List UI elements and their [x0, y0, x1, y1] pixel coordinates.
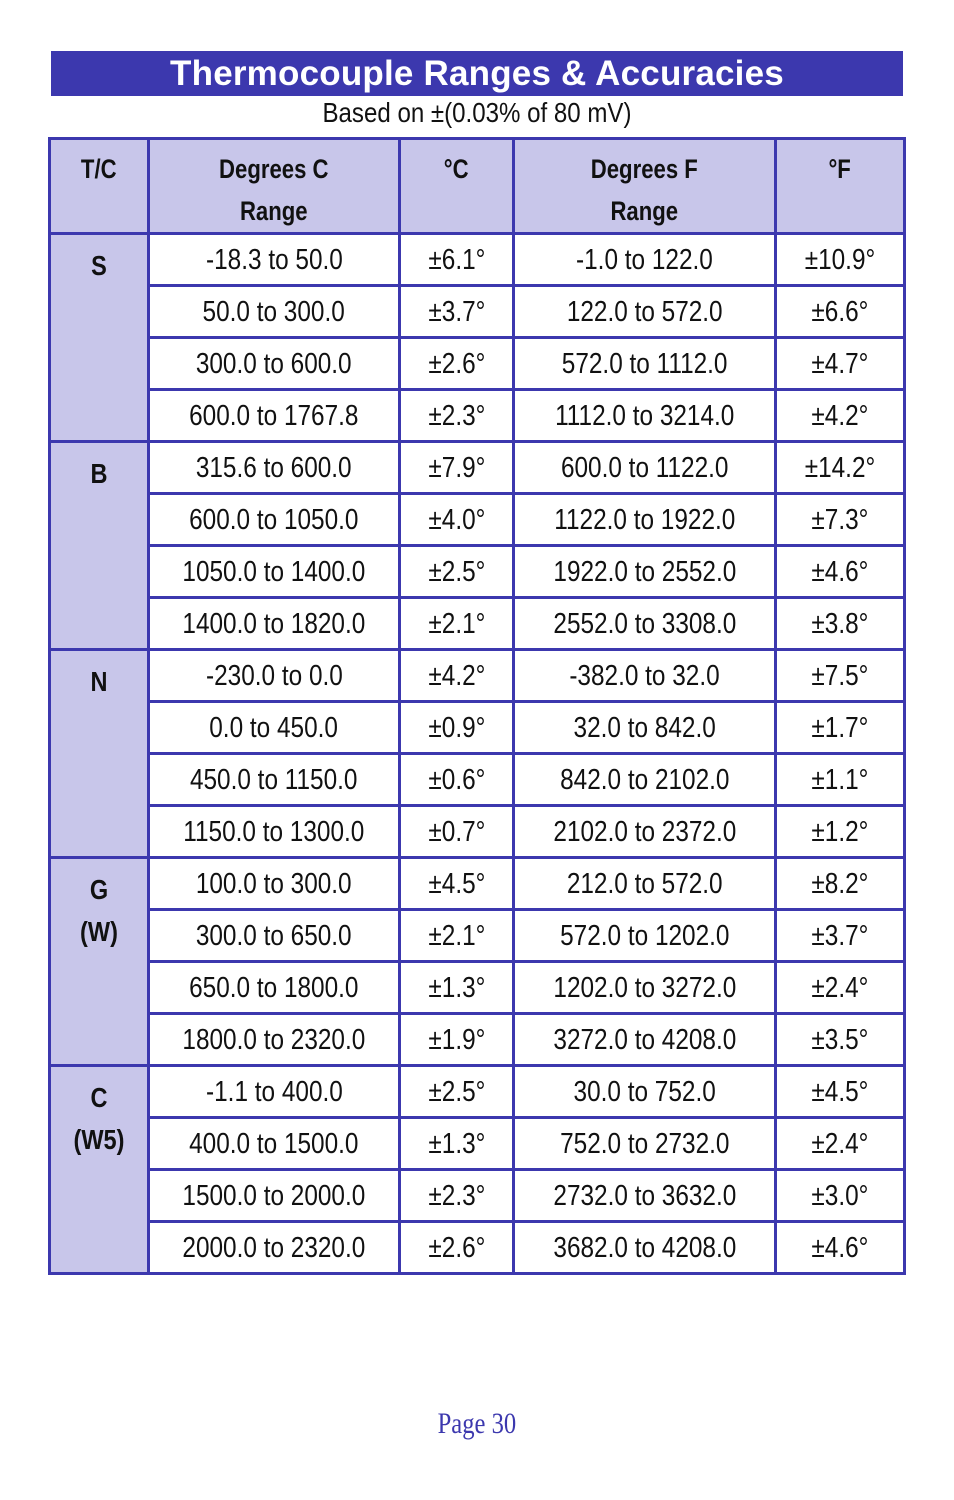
table-body — [50, 234, 905, 1274]
fahrenheit-range-value: 122.0 to 572.0 — [566, 295, 723, 328]
fahrenheit-accuracy-cell — [776, 1222, 905, 1274]
celsius-range-cell — [149, 494, 400, 546]
thermocouple-type-label: S — [91, 250, 107, 281]
fahrenheit-range-value: 572.0 to 1112.0 — [561, 347, 728, 380]
table-row — [50, 286, 905, 338]
celsius-range-value: -1.1 to 400.0 — [205, 1075, 343, 1108]
fahrenheit-range-cell — [514, 1170, 776, 1222]
celsius-accuracy-cell — [400, 1066, 514, 1118]
celsius-accuracy-cell — [400, 1170, 514, 1222]
table-row — [50, 702, 905, 754]
celsius-range-value: -230.0 to 0.0 — [205, 659, 343, 692]
fahrenheit-accuracy-cell — [776, 1014, 905, 1066]
celsius-range-value: 600.0 to 1767.8 — [189, 399, 359, 432]
fahrenheit-accuracy-value: ±8.2° — [811, 867, 869, 900]
celsius-accuracy-value: ±4.0° — [428, 503, 485, 536]
fahrenheit-accuracy-value: ±4.6° — [811, 1231, 869, 1264]
table-row — [50, 494, 905, 546]
celsius-range-cell — [149, 962, 400, 1014]
fahrenheit-accuracy-cell — [776, 442, 905, 494]
fahrenheit-accuracy-cell — [776, 702, 905, 754]
celsius-accuracy-cell — [400, 598, 514, 650]
fahrenheit-range-value: 32.0 to 842.0 — [573, 711, 716, 744]
table-row — [50, 598, 905, 650]
fahrenheit-range-cell — [514, 442, 776, 494]
thermocouple-type-cell — [50, 442, 149, 650]
fahrenheit-range-cell — [514, 494, 776, 546]
fahrenheit-accuracy-value: ±2.4° — [811, 971, 869, 1004]
fahrenheit-range-cell — [514, 910, 776, 962]
fahrenheit-range-value: 1922.0 to 2552.0 — [553, 555, 736, 588]
celsius-range-value: 1150.0 to 1300.0 — [183, 815, 365, 848]
table-row — [50, 650, 905, 702]
celsius-accuracy-value: ±4.5° — [428, 867, 485, 900]
table-header-row — [50, 139, 905, 234]
table-row — [50, 1066, 905, 1118]
celsius-accuracy-value: ±1.3° — [428, 971, 485, 1004]
celsius-range-cell — [149, 806, 400, 858]
fahrenheit-accuracy-cell — [776, 286, 905, 338]
celsius-accuracy-value: ±0.6° — [428, 763, 485, 796]
fahrenheit-range-value: 30.0 to 752.0 — [573, 1075, 716, 1108]
table-row — [50, 806, 905, 858]
celsius-range-cell — [149, 910, 400, 962]
celsius-range-value: 600.0 to 1050.0 — [189, 503, 359, 536]
celsius-accuracy-cell — [400, 1118, 514, 1170]
table-row — [50, 390, 905, 442]
thermocouple-type-label: N — [90, 666, 108, 697]
fahrenheit-range-cell — [514, 286, 776, 338]
fahrenheit-range-value: 2102.0 to 2372.0 — [553, 815, 736, 848]
celsius-range-value: 1800.0 to 2320.0 — [182, 1023, 366, 1056]
table-row — [50, 1014, 905, 1066]
celsius-accuracy-cell — [400, 650, 514, 702]
celsius-accuracy-value: ±2.3° — [428, 1179, 485, 1212]
header-degrees-f-range: Degrees F Range — [514, 139, 776, 234]
celsius-accuracy-value: ±3.7° — [428, 295, 485, 328]
header-degrees-c-range: Degrees C Range — [149, 139, 400, 234]
celsius-range-cell — [149, 338, 400, 390]
thermocouple-type-label: B — [90, 458, 108, 489]
page-subtitle: Based on ±(0.03% of 80 mV) — [322, 97, 632, 128]
celsius-accuracy-cell — [400, 338, 514, 390]
fahrenheit-accuracy-value: ±2.4° — [811, 1127, 869, 1160]
fahrenheit-accuracy-value: ±1.1° — [811, 763, 869, 796]
celsius-accuracy-cell — [400, 1014, 514, 1066]
celsius-range-cell — [149, 598, 400, 650]
fahrenheit-range-value: 1202.0 to 3272.0 — [553, 971, 736, 1004]
thermocouple-type-cell — [50, 1066, 149, 1274]
fahrenheit-range-value: 572.0 to 1202.0 — [559, 919, 730, 952]
fahrenheit-accuracy-value: ±4.7° — [811, 347, 869, 380]
fahrenheit-accuracy-cell — [776, 962, 905, 1014]
fahrenheit-accuracy-value: ±10.9° — [804, 243, 876, 276]
fahrenheit-range-cell — [514, 650, 776, 702]
fahrenheit-accuracy-cell — [776, 598, 905, 650]
fahrenheit-accuracy-cell — [776, 650, 905, 702]
celsius-accuracy-cell — [400, 546, 514, 598]
table-row — [50, 962, 905, 1014]
fahrenheit-range-cell — [514, 1014, 776, 1066]
table-row — [50, 234, 905, 286]
fahrenheit-accuracy-value: ±1.7° — [811, 711, 869, 744]
celsius-accuracy-value: ±2.1° — [428, 919, 485, 952]
fahrenheit-accuracy-value: ±3.7° — [811, 919, 869, 952]
celsius-range-cell — [149, 390, 400, 442]
celsius-accuracy-cell — [400, 286, 514, 338]
table-row — [50, 754, 905, 806]
celsius-accuracy-value: ±0.9° — [428, 711, 485, 744]
celsius-accuracy-cell — [400, 1222, 514, 1274]
celsius-range-value: 450.0 to 1150.0 — [190, 763, 358, 796]
fahrenheit-range-value: 3682.0 to 4208.0 — [553, 1231, 736, 1264]
fahrenheit-range-value: 2552.0 to 3308.0 — [553, 607, 736, 640]
celsius-range-cell — [149, 234, 400, 286]
fahrenheit-range-value: 1112.0 to 3214.0 — [554, 399, 735, 432]
celsius-accuracy-cell — [400, 234, 514, 286]
fahrenheit-accuracy-cell — [776, 546, 905, 598]
celsius-range-cell — [149, 858, 400, 910]
fahrenheit-accuracy-value: ±3.5° — [811, 1023, 869, 1056]
celsius-range-cell — [149, 442, 400, 494]
celsius-range-value: -18.3 to 50.0 — [205, 243, 343, 276]
table-row — [50, 1222, 905, 1274]
fahrenheit-range-cell — [514, 598, 776, 650]
celsius-range-value: 315.6 to 600.0 — [196, 451, 352, 484]
thermocouple-type-cell — [50, 234, 149, 442]
fahrenheit-range-cell — [514, 338, 776, 390]
thermocouple-type-label: C — [90, 1082, 108, 1113]
celsius-accuracy-value: ±2.3° — [428, 399, 485, 432]
celsius-range-cell — [149, 286, 400, 338]
fahrenheit-accuracy-cell — [776, 806, 905, 858]
fahrenheit-range-cell — [514, 1222, 776, 1274]
fahrenheit-range-value: 1122.0 to 1922.0 — [553, 503, 736, 536]
table-row — [50, 442, 905, 494]
thermocouple-type-cell — [50, 650, 149, 858]
celsius-range-value: 2000.0 to 2320.0 — [182, 1231, 366, 1264]
fahrenheit-accuracy-value: ±7.3° — [811, 503, 869, 536]
celsius-accuracy-value: ±1.3° — [428, 1127, 485, 1160]
fahrenheit-accuracy-cell — [776, 1170, 905, 1222]
fahrenheit-accuracy-value: ±7.5° — [811, 659, 869, 692]
fahrenheit-range-cell — [514, 1066, 776, 1118]
celsius-accuracy-cell — [400, 754, 514, 806]
fahrenheit-range-value: 842.0 to 2102.0 — [559, 763, 730, 796]
fahrenheit-accuracy-cell — [776, 1066, 905, 1118]
celsius-accuracy-value: ±2.5° — [428, 1075, 485, 1108]
fahrenheit-accuracy-value: ±6.6° — [811, 295, 869, 328]
fahrenheit-range-value: 600.0 to 1122.0 — [560, 451, 729, 484]
celsius-accuracy-cell — [400, 442, 514, 494]
thermocouple-type-label: G — [89, 874, 109, 905]
celsius-accuracy-value: ±6.1° — [428, 243, 485, 276]
fahrenheit-range-cell — [514, 702, 776, 754]
celsius-range-value: 1400.0 to 1820.0 — [182, 607, 366, 640]
fahrenheit-range-value: 3272.0 to 4208.0 — [553, 1023, 736, 1056]
table-row — [50, 1170, 905, 1222]
fahrenheit-accuracy-value: ±14.2° — [804, 451, 876, 484]
fahrenheit-accuracy-cell — [776, 858, 905, 910]
header-accuracy-f: °F — [776, 139, 905, 234]
celsius-accuracy-cell — [400, 962, 514, 1014]
fahrenheit-accuracy-value: ±1.2° — [811, 815, 869, 848]
fahrenheit-range-cell — [514, 390, 776, 442]
celsius-accuracy-cell — [400, 858, 514, 910]
page-number: Page 30 — [437, 1407, 517, 1440]
celsius-range-value: 1500.0 to 2000.0 — [182, 1179, 366, 1212]
table-row — [50, 910, 905, 962]
header-accuracy-c: °C — [400, 139, 514, 234]
celsius-accuracy-cell — [400, 910, 514, 962]
celsius-range-cell — [149, 1014, 400, 1066]
fahrenheit-accuracy-value: ±4.5° — [811, 1075, 869, 1108]
celsius-range-cell — [149, 650, 400, 702]
celsius-range-cell — [149, 702, 400, 754]
table-row — [50, 338, 905, 390]
celsius-accuracy-value: ±7.9° — [428, 451, 485, 484]
celsius-range-cell — [149, 1170, 400, 1222]
celsius-range-value: 100.0 to 300.0 — [196, 867, 352, 900]
thermocouple-type-label: (W5) — [73, 1124, 125, 1155]
fahrenheit-range-value: 2732.0 to 3632.0 — [553, 1179, 736, 1212]
fahrenheit-accuracy-value: ±3.0° — [811, 1179, 869, 1212]
celsius-range-cell — [149, 754, 400, 806]
fahrenheit-range-value: -1.0 to 122.0 — [576, 243, 713, 276]
fahrenheit-accuracy-cell — [776, 1118, 905, 1170]
table-row — [50, 546, 905, 598]
fahrenheit-accuracy-cell — [776, 754, 905, 806]
celsius-accuracy-cell — [400, 702, 514, 754]
celsius-accuracy-cell — [400, 390, 514, 442]
table-row — [50, 1118, 905, 1170]
fahrenheit-accuracy-value: ±3.8° — [811, 607, 869, 640]
fahrenheit-accuracy-cell — [776, 338, 905, 390]
fahrenheit-range-value: 752.0 to 2732.0 — [559, 1127, 730, 1160]
thermocouple-type-label: (W) — [80, 916, 118, 947]
table-row — [50, 858, 905, 910]
celsius-range-value: 50.0 to 300.0 — [202, 295, 346, 328]
fahrenheit-range-value: 212.0 to 572.0 — [566, 867, 723, 900]
celsius-range-cell — [149, 1118, 400, 1170]
fahrenheit-range-cell — [514, 234, 776, 286]
header-tc: T/C — [50, 139, 149, 234]
fahrenheit-accuracy-cell — [776, 494, 905, 546]
celsius-accuracy-value: ±0.7° — [428, 815, 485, 848]
thermocouple-table — [48, 137, 906, 1275]
fahrenheit-accuracy-cell — [776, 390, 905, 442]
celsius-range-value: 300.0 to 600.0 — [196, 347, 352, 380]
fahrenheit-range-cell — [514, 806, 776, 858]
fahrenheit-accuracy-cell — [776, 234, 905, 286]
celsius-accuracy-value: ±2.5° — [428, 555, 485, 588]
celsius-accuracy-value: ±2.6° — [428, 347, 485, 380]
celsius-accuracy-value: ±2.1° — [428, 607, 485, 640]
celsius-range-value: 300.0 to 650.0 — [196, 919, 352, 952]
fahrenheit-range-cell — [514, 754, 776, 806]
celsius-range-value: 0.0 to 450.0 — [209, 711, 339, 744]
fahrenheit-range-cell — [514, 962, 776, 1014]
celsius-range-value: 400.0 to 1500.0 — [189, 1127, 359, 1160]
fahrenheit-range-cell — [514, 546, 776, 598]
fahrenheit-accuracy-value: ±4.6° — [811, 555, 869, 588]
celsius-range-cell — [149, 1222, 400, 1274]
thermocouple-type-cell — [50, 858, 149, 1066]
fahrenheit-range-cell — [514, 1118, 776, 1170]
celsius-range-value: 650.0 to 1800.0 — [189, 971, 359, 1004]
celsius-range-cell — [149, 546, 400, 598]
celsius-accuracy-cell — [400, 806, 514, 858]
celsius-accuracy-cell — [400, 494, 514, 546]
fahrenheit-range-cell — [514, 858, 776, 910]
celsius-range-value: 1050.0 to 1400.0 — [182, 555, 366, 588]
celsius-range-cell — [149, 1066, 400, 1118]
celsius-accuracy-value: ±4.2° — [428, 659, 485, 692]
celsius-accuracy-value: ±1.9° — [428, 1023, 485, 1056]
fahrenheit-accuracy-cell — [776, 910, 905, 962]
fahrenheit-range-value: -382.0 to 32.0 — [569, 659, 720, 692]
page-title: Thermocouple Ranges & Accuracies — [51, 51, 903, 96]
fahrenheit-accuracy-value: ±4.2° — [811, 399, 869, 432]
celsius-accuracy-value: ±2.6° — [428, 1231, 485, 1264]
